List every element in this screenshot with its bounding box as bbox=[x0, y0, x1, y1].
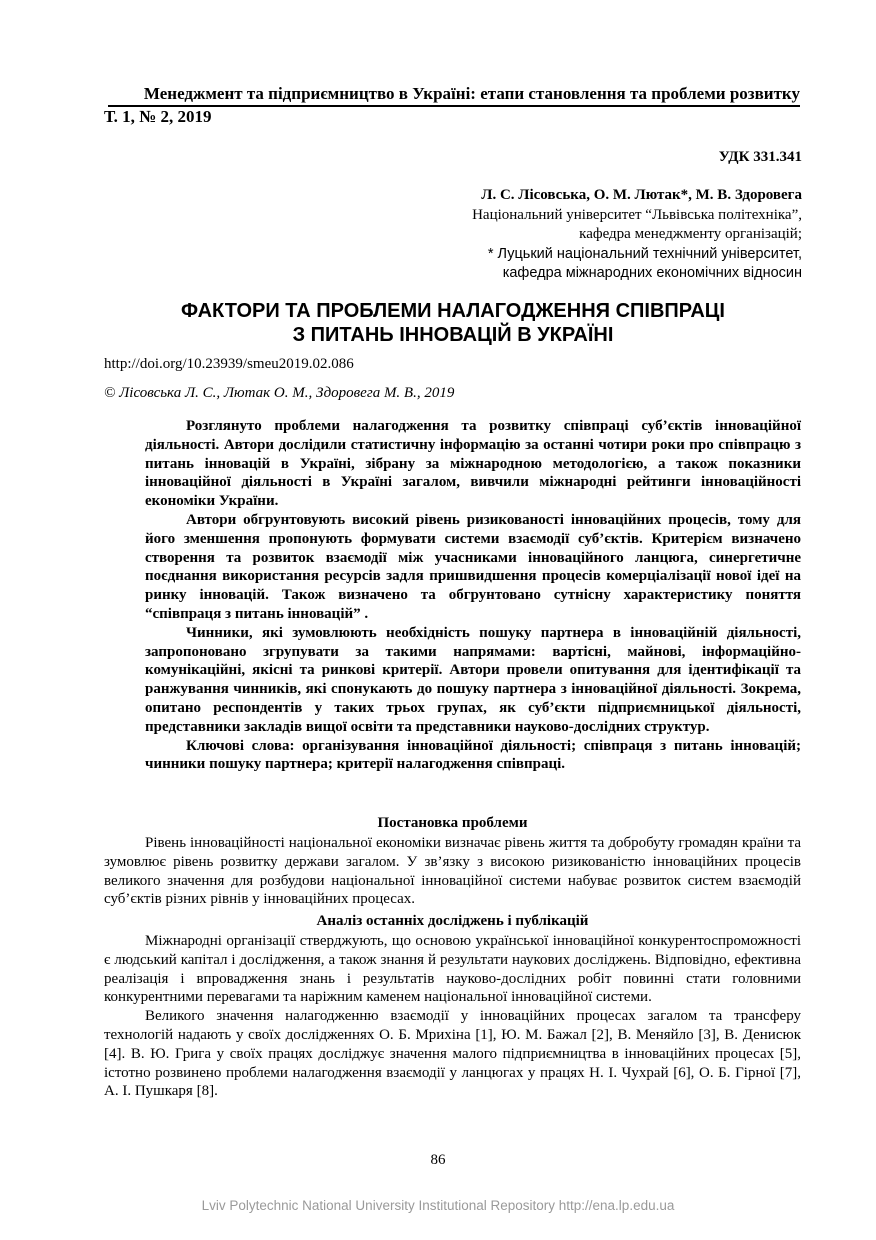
keywords-text: організування інноваційної діяльності; співпраця з питань інновацій; чинники пошуку партнера; критерії налагодження співпраці. bbox=[145, 737, 802, 773]
affiliation-line-4: кафедра міжнародних економічних відносин bbox=[502, 265, 802, 281]
udc-code: УДК 331.341 bbox=[718, 149, 802, 165]
abstract-paragraph: Автори обгрунтовують високий рівень ризикованості інноваційних процесів, тому для його зменшення пропонують формувати системи взаємодії суб’єктів. Критерієм визначено створення та розвиток взаємодії між учасниками інноваційного ланцюга, синергетичне поєднання використання ресурсів задля пришвидшення процесів комерціалізації нової ідеї на ринку інновацій. Також визначено та обгрунтовано сутнісну характеристику поняття “співпраця з питань інновацій” . bbox=[145, 511, 801, 622]
body-paragraph: Рівень інноваційності національної економіки визначає рівень життя та добробуту громадян країни та зумовлює рівень розвитку держави загалом. У зв’язку з високою ризикованістю інноваційних процесів великого значення для розбудови національної інноваційної системи набуває розвиток систем взаємодій суб’єктів різних рівнів у інноваційних процесах. bbox=[104, 835, 801, 908]
doi-link[interactable]: http://doi.org/10.23939/smeu2019.02.086 bbox=[104, 356, 354, 372]
copyright-line: © Лісовська Л. С., Лютак О. М., Здоровега М. В., 2019 bbox=[104, 385, 455, 401]
section-heading: Постановка проблеми bbox=[377, 815, 528, 831]
affiliation-line-2: кафедра менеджменту організацій; bbox=[579, 226, 802, 242]
section-body bbox=[104, 932, 801, 1101]
repository-footer: Lviv Polytechnic National University Institutional Repository http://ena.lp.edu.ua bbox=[201, 1198, 675, 1213]
journal-title: Менеджмент та підприємництво в Україні: етапи становлення та проблеми розвитку bbox=[108, 84, 800, 107]
affiliation-line-1: Національний університет “Львівська політехніка”, bbox=[472, 206, 802, 223]
affiliation-line-3: * Луцький національний технічний університет, bbox=[487, 245, 802, 262]
author-affiliation bbox=[472, 186, 802, 284]
keywords bbox=[145, 737, 801, 775]
page-number: 86 bbox=[430, 1152, 446, 1168]
abstract-paragraph: Чинники, які зумовлюють необхідність пошуку партнера в інноваційній діяльності, запропоновано згрупувати за такими напрямами: вартісні, майнові, інформаційно-комунікаційні, якісні та ринкові критерії. Автори провели опитування для ідентифікації та ранжування чинників, які спонукають до пошуку партнера з інноваційної діяльності. Зокрема, опитано респондентів у таких трьох групах, як суб’єкти підприємницької діяльності, представники закладів вищої освіти та представники науково-дослідних структур. bbox=[145, 624, 801, 735]
body-paragraph: Міжнародні організації стверджують, що основою української інноваційної конкурентоспроможності є людський капітал і дослідження, а також знання й результати наукових досліджень. Відповідно, ефективна реалізація і впровадження знань і результатів науково-дослідних робіт повинні стати головними конкурентними перевагами та наріжним каменем національної інноваційної системи. bbox=[104, 933, 801, 1006]
abstract-paragraph: Розглянуто проблеми налагодження та розвитку співпраці суб’єктів інноваційної діяльності. Автори дослідили статистичну інформацію за останні чотири роки про співпрацю з питань інновацій в Україні, зібрану за міжнародною методологією, а також показники інноваційної діяльності в Україні загалом, вивчили міжнародні рейтинги інноваційності економіки України. bbox=[145, 418, 801, 510]
section-heading: Аналіз останніх досліджень і публікацій bbox=[316, 913, 589, 929]
title-line-1: ФАКТОРИ ТА ПРОБЛЕМИ НАЛАГОДЖЕННЯ СПІВПРАЦІ bbox=[181, 300, 725, 322]
section-body bbox=[104, 834, 801, 909]
authors: Л. С. Лісовська, О. М. Лютак*, М. В. Здоровега bbox=[481, 187, 802, 203]
title-line-2: З ПИТАНЬ ІННОВАЦІЙ В УКРАЇНІ bbox=[292, 324, 614, 346]
paper-title bbox=[100, 299, 806, 347]
volume-issue: Т. 1, № 2, 2019 bbox=[104, 107, 212, 126]
keywords-label: Ключові слова: bbox=[186, 737, 295, 754]
abstract bbox=[145, 417, 801, 774]
body-paragraph: Великого значення налагодженню взаємодії у інноваційних процесах загалом та трансферу технологій надають у своїх дослідженнях О. Б. Мрихіна [1], Ю. М. Бажал [2], В. Меняйло [3], В. Денисюк [4]. В. Ю. Грига у своїх працях досліджує значення малого підприємництва в інноваційних процесах [5], істотно розвинено проблеми налагодження взаємодії у ланцюгах у працях Н. І. Чухрай [6], О. Б. Гірної [7], А. І. Пушкаря [8]. bbox=[104, 1008, 801, 1100]
